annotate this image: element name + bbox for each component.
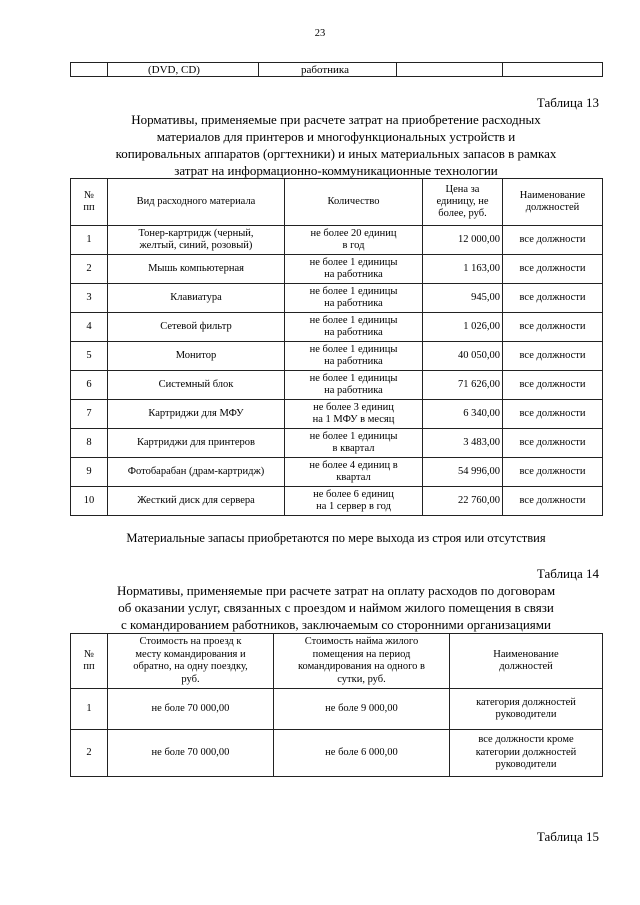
table13-heading xyxy=(60,111,612,179)
positions: все должности xyxy=(503,226,603,255)
material-name: Картриджи для принтеров xyxy=(108,429,285,458)
table-row xyxy=(71,429,603,458)
positions: все должности xyxy=(503,371,603,400)
positions: все должности xyxy=(503,342,603,371)
col-header-positions: Наименование должностей xyxy=(503,179,603,226)
col-header-quantity: Количество xyxy=(285,179,423,226)
table-row xyxy=(71,487,603,516)
price: 6 340,00 xyxy=(423,400,503,429)
row-number: 6 xyxy=(71,371,108,400)
material-name: Сетевой фильтр xyxy=(108,313,285,342)
table-header-row xyxy=(71,179,603,226)
table14-heading xyxy=(60,582,612,633)
positions: все должности xyxy=(503,284,603,313)
table-row xyxy=(71,458,603,487)
col-header-num: № пп xyxy=(71,634,108,689)
lodging-cost: не боле 6 000,00 xyxy=(274,730,450,777)
quantity: не более 1 единицы в квартал xyxy=(285,429,423,458)
table13-note: Материальные запасы приобретаются по мере выхода из строя или отсутствия xyxy=(126,531,546,545)
continued-table-fragment xyxy=(70,62,603,77)
row-number: 1 xyxy=(71,226,108,255)
material-name: Мышь компьютерная xyxy=(108,255,285,284)
table13-caption: Таблица 13 xyxy=(536,95,599,110)
quantity: не более 1 единицы на работника xyxy=(285,371,423,400)
price: 71 626,00 xyxy=(423,371,503,400)
table-row xyxy=(71,400,603,429)
col-header-positions: Наименование должностей xyxy=(450,634,603,689)
price: 1 026,00 xyxy=(423,313,503,342)
col-header-lodging-cost: Стоимость найма жилого помещения на период командирования на одного в сутки, руб. xyxy=(274,634,450,689)
price: 945,00 xyxy=(423,284,503,313)
price: 3 483,00 xyxy=(423,429,503,458)
quantity: не более 3 единиц на 1 МФУ в месяц xyxy=(285,400,423,429)
row-number: 2 xyxy=(71,730,108,777)
price: 1 163,00 xyxy=(423,255,503,284)
travel-cost: не боле 70 000,00 xyxy=(108,689,274,730)
material-name: Клавиатура xyxy=(108,284,285,313)
table-row xyxy=(71,313,603,342)
travel-cost: не боле 70 000,00 xyxy=(108,730,274,777)
price: 54 996,00 xyxy=(423,458,503,487)
table-row xyxy=(71,689,603,730)
heading-line: затрат на информационно-коммуникационные технологии xyxy=(174,163,498,178)
material-name: Тонер-картридж (черный, желтый, синий, розовый) xyxy=(108,226,285,255)
material-name: Фотобарабан (драм-картридж) xyxy=(108,458,285,487)
quantity: не более 4 единиц в квартал xyxy=(285,458,423,487)
heading-line: с командированием работников, заключаемым со сторонними организациями xyxy=(121,617,551,632)
row-number: 9 xyxy=(71,458,108,487)
heading-line: материалов для принтеров и многофункциональных устройств и xyxy=(156,129,516,144)
material-name: Монитор xyxy=(108,342,285,371)
table13 xyxy=(70,178,603,516)
table-cell: работника xyxy=(259,63,397,77)
material-name: Картриджи для МФУ xyxy=(108,400,285,429)
heading-line: копировальных аппаратов (оргтехники) и иных материальных запасов в рамках xyxy=(115,146,557,161)
table-row xyxy=(71,371,603,400)
heading-line: Нормативы, применяемые при расчете затрат на приобретение расходных xyxy=(131,112,541,127)
table14 xyxy=(70,633,603,777)
table14-caption: Таблица 14 xyxy=(536,566,599,581)
table-cell xyxy=(503,63,603,77)
positions: все должности xyxy=(503,313,603,342)
heading-line: Нормативы, применяемые при расчете затрат на оплату расходов по договорам xyxy=(116,583,556,598)
quantity: не более 20 единиц в год xyxy=(285,226,423,255)
table15-caption: Таблица 15 xyxy=(536,829,599,844)
table-row xyxy=(71,342,603,371)
positions: все должности xyxy=(503,429,603,458)
table-row xyxy=(71,255,603,284)
heading-line: об оказании услуг, связанных с проездом и наймом жилого помещения в связи xyxy=(118,600,554,615)
row-number: 1 xyxy=(71,689,108,730)
quantity: не более 1 единицы на работника xyxy=(285,342,423,371)
table-cell xyxy=(71,63,108,77)
quantity: не более 1 единицы на работника xyxy=(285,284,423,313)
table-row xyxy=(71,730,603,777)
positions: все должности xyxy=(503,487,603,516)
quantity: не более 1 единицы на работника xyxy=(285,313,423,342)
page-number: 23 xyxy=(314,28,326,39)
positions: все должности xyxy=(503,400,603,429)
row-number: 10 xyxy=(71,487,108,516)
positions: все должности xyxy=(503,458,603,487)
table-header-row xyxy=(71,634,603,689)
table-row xyxy=(71,63,603,77)
col-header-travel-cost: Стоимость на проезд к месту командирования и обратно, на одну поездку, руб. xyxy=(108,634,274,689)
positions: все должности кроме категории должностей руководители xyxy=(450,730,603,777)
col-header-price: Цена за единицу, не более, руб. xyxy=(423,179,503,226)
price: 22 760,00 xyxy=(423,487,503,516)
table-cell xyxy=(397,63,503,77)
positions: категория должностей руководители xyxy=(450,689,603,730)
material-name: Жесткий диск для сервера xyxy=(108,487,285,516)
quantity: не более 1 единицы на работника xyxy=(285,255,423,284)
row-number: 8 xyxy=(71,429,108,458)
row-number: 2 xyxy=(71,255,108,284)
material-name: Системный блок xyxy=(108,371,285,400)
price: 40 050,00 xyxy=(423,342,503,371)
positions: все должности xyxy=(503,255,603,284)
row-number: 3 xyxy=(71,284,108,313)
col-header-num: № пп xyxy=(71,179,108,226)
row-number: 7 xyxy=(71,400,108,429)
col-header-material: Вид расходного материала xyxy=(108,179,285,226)
price: 12 000,00 xyxy=(423,226,503,255)
table-row xyxy=(71,284,603,313)
row-number: 5 xyxy=(71,342,108,371)
table-row xyxy=(71,226,603,255)
lodging-cost: не боле 9 000,00 xyxy=(274,689,450,730)
quantity: не более 6 единиц на 1 сервер в год xyxy=(285,487,423,516)
row-number: 4 xyxy=(71,313,108,342)
table-cell: (DVD, CD) xyxy=(108,63,259,77)
